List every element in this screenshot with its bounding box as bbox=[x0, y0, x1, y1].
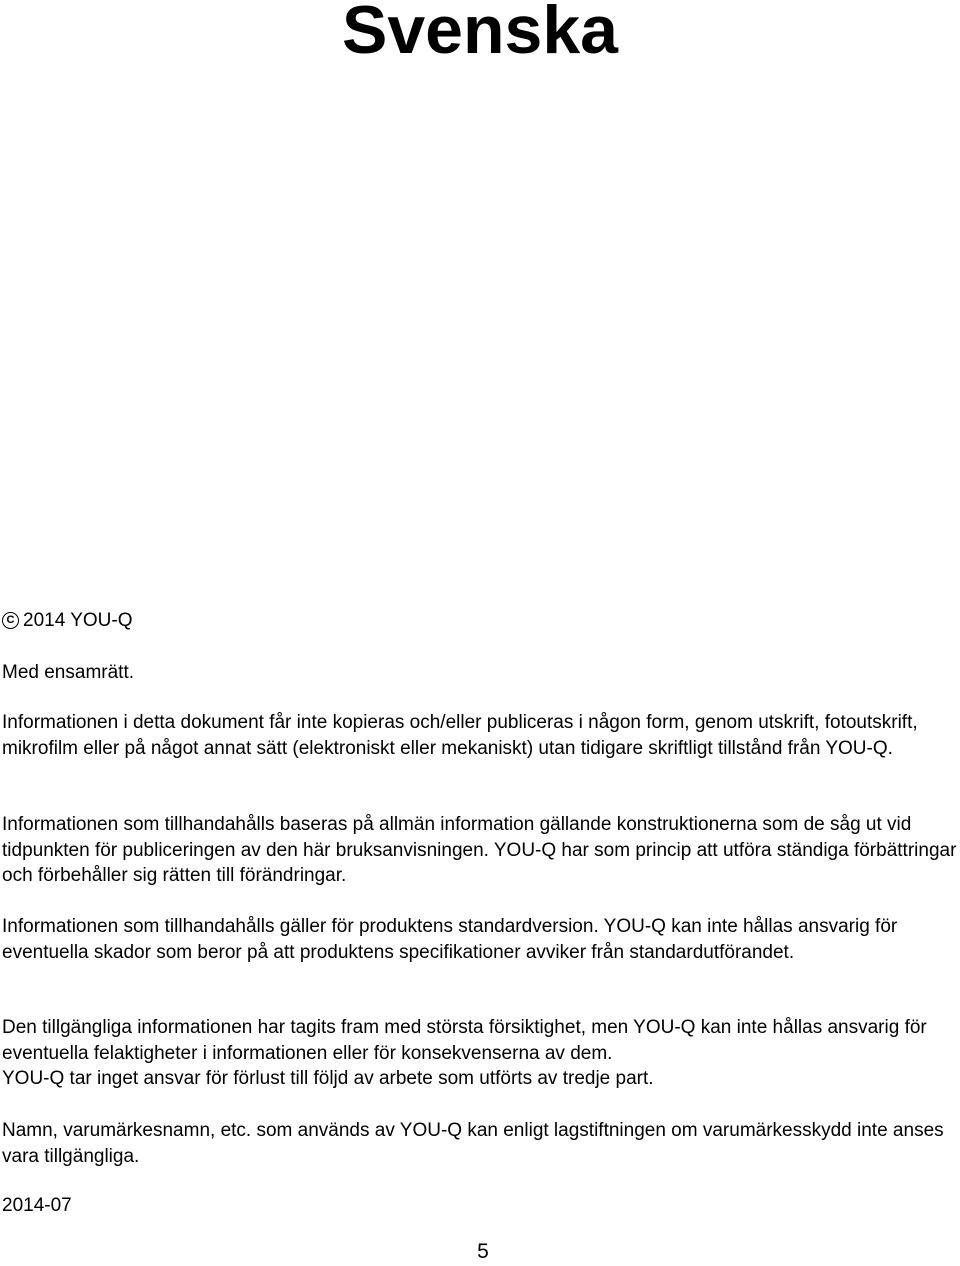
paragraph-liability bbox=[2, 1015, 958, 1092]
copyright-text: 2014 YOU-Q bbox=[23, 610, 133, 631]
copyright-notice bbox=[2, 608, 958, 634]
paragraph-copying-restriction: Informationen i detta dokument får inte kopieras och/eller publiceras i någon form, genom utskrift, fotoutskrift, mikrofilm eller på något annat sätt (elektroniskt eller mekaniskt) utan tidigare skriftligt tillstånd från YOU-Q. bbox=[2, 712, 918, 759]
paragraph-liability-line-a: Den tillgängliga informationen har tagits fram med största försiktighet, men YOU-Q kan inte hållas ansvarig för eventuella felaktigheter i informationen eller för konsekvenserna av dem. bbox=[2, 1017, 927, 1064]
document-date: 2014-07 bbox=[2, 1195, 72, 1216]
copyright-icon: C bbox=[2, 612, 19, 629]
paragraph-trademarks: Namn, varumärkesnamn, etc. som används av YOU-Q kan enligt lagstiftningen om varumärkesskydd inte anses vara tillgängliga. bbox=[2, 1120, 944, 1167]
all-rights-reserved: Med ensamrätt. bbox=[2, 662, 134, 683]
paragraph-standard-version: Informationen som tillhandahålls gäller för produktens standardversion. YOU-Q kan inte hållas ansvarig för eventuella skador som beror på att produktens specifikationer avviker från standardutförandet. bbox=[2, 916, 898, 963]
paragraph-liability-line-b: YOU-Q tar inget ansvar för förlust till följd av arbete som utförts av tredje part. bbox=[2, 1068, 654, 1089]
paragraph-construction-info: Informationen som tillhandahålls baseras på allmän information gällande konstruktionerna som de såg ut vid tidpunkten för publiceringen av den här bruksanvisningen. YOU-Q har som princip att utföra ständiga förbättringar och förbehåller sig rätten till förändringar. bbox=[2, 814, 957, 886]
page-title: Svenska bbox=[342, 0, 618, 68]
page-number: 5 bbox=[477, 1240, 489, 1263]
